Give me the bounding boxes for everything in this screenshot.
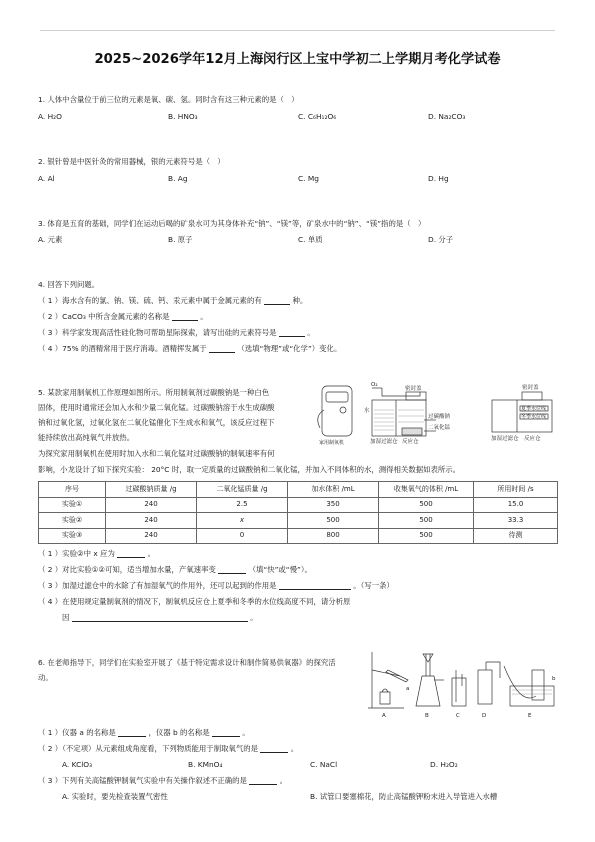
answer-blank[interactable] (260, 744, 288, 753)
lid2-label: 密封盖 (522, 385, 539, 391)
table-cell: 33.3 (474, 513, 558, 529)
answer-blank[interactable] (249, 776, 277, 785)
q4-item-1-tail: 种。 (292, 296, 308, 305)
q6-item-2-text: （ 2 ）（不定项）从元素组成角度看，下列物质能用于制取氧气的是 (38, 744, 259, 753)
q5-item-2-text: （ 2 ）对比实验①②可知，适当增加水量，产氧速率变 (38, 565, 216, 574)
table-header: 过碳酸钠质量 /g (106, 482, 197, 498)
table-header: 序号 (39, 482, 106, 498)
table-cell: 500 (379, 497, 474, 513)
lab-apparatus-figure (360, 646, 560, 720)
q3-option-b[interactable]: B. 原子 (168, 235, 193, 244)
table-cell: 350 (288, 497, 379, 513)
chamber-filter-label-2: 加湿过滤仓 (491, 436, 519, 442)
q4-item-4 (38, 344, 341, 353)
q6-2-option-c[interactable]: C. NaCl (310, 760, 338, 769)
machine-body (322, 386, 352, 436)
q6-2-option-a[interactable]: A. KClO₃ (62, 760, 93, 769)
answer-blank[interactable] (218, 565, 246, 574)
q6-line-2: 动。 (38, 673, 53, 682)
table-cell: 实验③ (39, 528, 106, 544)
q3-option-a[interactable]: A. 元素 (38, 235, 63, 244)
q5-item-2 (38, 565, 312, 574)
q5-item-4: （ 4 ）在使用规定量制氧剂的情况下，制氧机反应仓上夏季和冬季的水位线高度不同，请分析原 (38, 597, 351, 606)
apparatus-label-a: A (382, 713, 386, 719)
q6-item-1-mid: ，仪器 b 的名称是 (148, 728, 210, 737)
table-cell: 500 (288, 513, 379, 529)
q1-option-a[interactable]: A. H₂O (38, 112, 62, 121)
apparatus-label-c: C (456, 713, 460, 719)
table-cell: 240 (106, 528, 197, 544)
q5-line-2: 固体，使用时通常还会加入水和少量二氧化锰。过碳酸钠溶于水生成碳酸 (38, 403, 275, 412)
table-cell: 实验① (39, 497, 106, 513)
table-header: 所用时间 /s (474, 482, 558, 498)
q5-line-4: 能持续放出高纯氧气并放热。 (38, 433, 135, 442)
answer-blank[interactable] (212, 728, 240, 737)
q2-option-d[interactable]: D. Hg (428, 174, 449, 183)
table-header: 收集氧气的体积 /mL (379, 482, 474, 498)
q4-item-3-tail: 。 (307, 328, 315, 337)
table-header: 加水体积 /mL (288, 482, 379, 498)
table-cell: 0 (197, 528, 288, 544)
answer-blank[interactable] (209, 344, 235, 353)
table-cell: 800 (288, 528, 379, 544)
q5-item-3-text: （ 3 ）加湿过滤仓中的水除了有加湿氧气的作用外，还可以起到的作用是 (38, 581, 277, 590)
o2-label: O₂ (371, 382, 378, 388)
experiment-table (38, 481, 558, 544)
q5-item-2-tail: （填“快”或“慢”）。 (248, 565, 312, 574)
answer-blank[interactable] (117, 549, 145, 558)
answer-blank[interactable] (279, 581, 351, 590)
table-cell: 240 (106, 497, 197, 513)
q2-option-a[interactable]: A. Al (38, 174, 55, 183)
q1-option-c[interactable]: C. C₆H₁₂O₆ (298, 112, 337, 121)
q5-line-1: 5. 某款家用制氧机工作原理如图所示。所用制氧剂过碳酸钠是一种白色 (38, 388, 270, 397)
apparatus-label-d: D (482, 713, 487, 719)
instrument-b-label: b (552, 676, 556, 682)
q5-item-1 (38, 549, 155, 558)
instrument-a-label: a (406, 686, 410, 692)
q5-item-4-reason-text: 因 (62, 613, 70, 622)
q5-item-4-reason-tail: 。 (250, 613, 258, 622)
q5-item-1-tail: 。 (147, 549, 155, 558)
q2-option-b[interactable]: B. Ag (168, 174, 188, 183)
q4-item-4-text: （ 4 ）75% 的酒精常用于医疗消毒。酒精挥发属于 (38, 344, 207, 353)
q3-option-c[interactable]: C. 单质 (298, 235, 323, 244)
answer-blank[interactable] (72, 613, 248, 622)
oxygen-generator-figure (310, 380, 562, 446)
apparatus-label-b: B (425, 713, 429, 719)
q6-item-1-text: （ 1 ）仪器 a 的名称是 (38, 728, 116, 737)
table-cell: x (197, 513, 288, 529)
q6-item-3 (38, 776, 287, 785)
q1-option-b[interactable]: B. HNO₃ (168, 112, 198, 121)
table-header-row (39, 482, 558, 498)
q5-item-3-tail: 。（写一条） (353, 581, 394, 590)
q6-item-1-tail: 。 (242, 728, 250, 737)
q6-2-option-b[interactable]: B. KMnO₄ (188, 760, 223, 769)
exam-title: 2025~2026学年12月上海闵行区上宝中学初二上学期月考化学试卷 (94, 52, 501, 67)
q1-stem: 1. 人体中含量位于前三位的元素是氧、碳、氢。同时含有这三种元素的是（ ） (38, 95, 299, 104)
q3-stem: 3. 体育是五育的基础，同学们在运动后喝的矿泉水可为其身体补充“钠”、“镁”等，矿泉水中的“钠”、“镁”指的是（ ） (38, 219, 426, 228)
mno2-label: 二氧化锰 (428, 425, 451, 431)
table-cell: 15.0 (474, 497, 558, 513)
summer-level-label: 夏季水位线 (521, 406, 547, 412)
answer-blank[interactable] (279, 328, 305, 337)
q4-item-1-text: （ 1 ）海水含有的氯、钠、镁、硫、钙、汞元素中属于金属元素的有 (38, 296, 262, 305)
table-row (39, 528, 558, 544)
q6-2-option-d[interactable]: D. H₂O₂ (430, 760, 458, 769)
q6-line-1: 6. 在老师指导下，同学们在实验室开展了《基于特定需求设计和制作简易供氧器》的探究活 (38, 658, 336, 667)
table-cell: 500 (379, 513, 474, 529)
q1-option-d[interactable]: D. Na₂CO₃ (428, 112, 466, 121)
table-cell: 2.5 (197, 497, 288, 513)
q3-option-d[interactable]: D. 分子 (428, 235, 454, 244)
q5-line-3: 钠和过氧化氢，过氧化氢在二氧化锰催化下生成水和氧气，该反应过程下 (38, 418, 275, 427)
q2-stem: 2. 银针曾是中医针灸的常用器械，银的元素符号是（ ） (38, 157, 225, 166)
q5-line-6: 影响，小龙设计了如下探究实验： 20°C 时，取一定质量的过碳酸钠和二氧化锰，并加入不同体积的水，测得相关数据如表所示。 (38, 465, 461, 474)
q6-item-2-tail: 。 (290, 744, 299, 753)
q5-line-5: 为探究家用制氧机在使用时加入水和二氧化锰对过碳酸钠的制氧速率有何 (38, 449, 275, 458)
answer-blank[interactable] (118, 728, 146, 737)
q5-item-1-text: （ 1 ）实验②中 x 应为 (38, 549, 115, 558)
q2-option-c[interactable]: C. Mg (298, 174, 319, 183)
table-cell: 500 (379, 528, 474, 544)
table-row (39, 497, 558, 513)
q6-item-3-text: （ 3 ）下列有关高锰酸钾制氧气实验中有关操作叙述不正确的是 (38, 776, 247, 785)
agent-label: 过碳酸钠 (428, 414, 451, 420)
q5-item-4-reason (62, 613, 258, 622)
table-cell: 240 (106, 513, 197, 529)
lid-label: 密封盖 (405, 386, 422, 392)
answer-blank[interactable] (172, 312, 198, 321)
q4-item-1 (38, 296, 307, 305)
q6-3-option-b[interactable]: B. 试管口要塞棉花，防止高锰酸钾粉末进入导管进入水槽 (310, 792, 498, 801)
water-label: 水 (364, 408, 370, 414)
chamber-filter-label: 加湿过滤仓 (370, 439, 398, 445)
winter-level-label: 冬季水位线 (521, 414, 547, 420)
q4-item-2-text: （ 2 ）CaCO₃ 中所含金属元素的名称是 (38, 312, 170, 321)
q4-item-4-tail: （选填“物理”或“化学”）变化。 (237, 344, 342, 353)
q6-item-1 (38, 728, 250, 737)
q4-item-3-text: （ 3 ）科学家发现高活性硅化物可帮助星际探索，请写出硅的元素符号是 (38, 328, 277, 337)
table-cell: 实验② (39, 513, 106, 529)
q6-item-2 (38, 744, 298, 753)
header-rule (40, 30, 555, 31)
q4-stem: 4. 回答下列问题。 (38, 280, 100, 289)
q6-item-3-tail: 。 (279, 776, 288, 785)
q4-item-2-tail: 。 (200, 312, 208, 321)
table-row (39, 513, 558, 529)
machine-label: 家用制氧机 (319, 440, 345, 446)
table-header: 二氧化锰质量 /g (197, 482, 288, 498)
q6-3-option-a[interactable]: A. 实验时，要先检查装置气密性 (62, 792, 168, 801)
answer-blank[interactable] (264, 296, 290, 305)
q4-item-3 (38, 328, 315, 337)
table-cell: 待测 (474, 528, 558, 544)
q5-item-3 (38, 581, 394, 590)
chamber-reaction-label: 反应仓 (402, 439, 419, 445)
q4-item-2 (38, 312, 208, 321)
chamber-reaction-label-2: 反应仓 (524, 436, 541, 442)
apparatus-label-e: E (528, 713, 532, 719)
